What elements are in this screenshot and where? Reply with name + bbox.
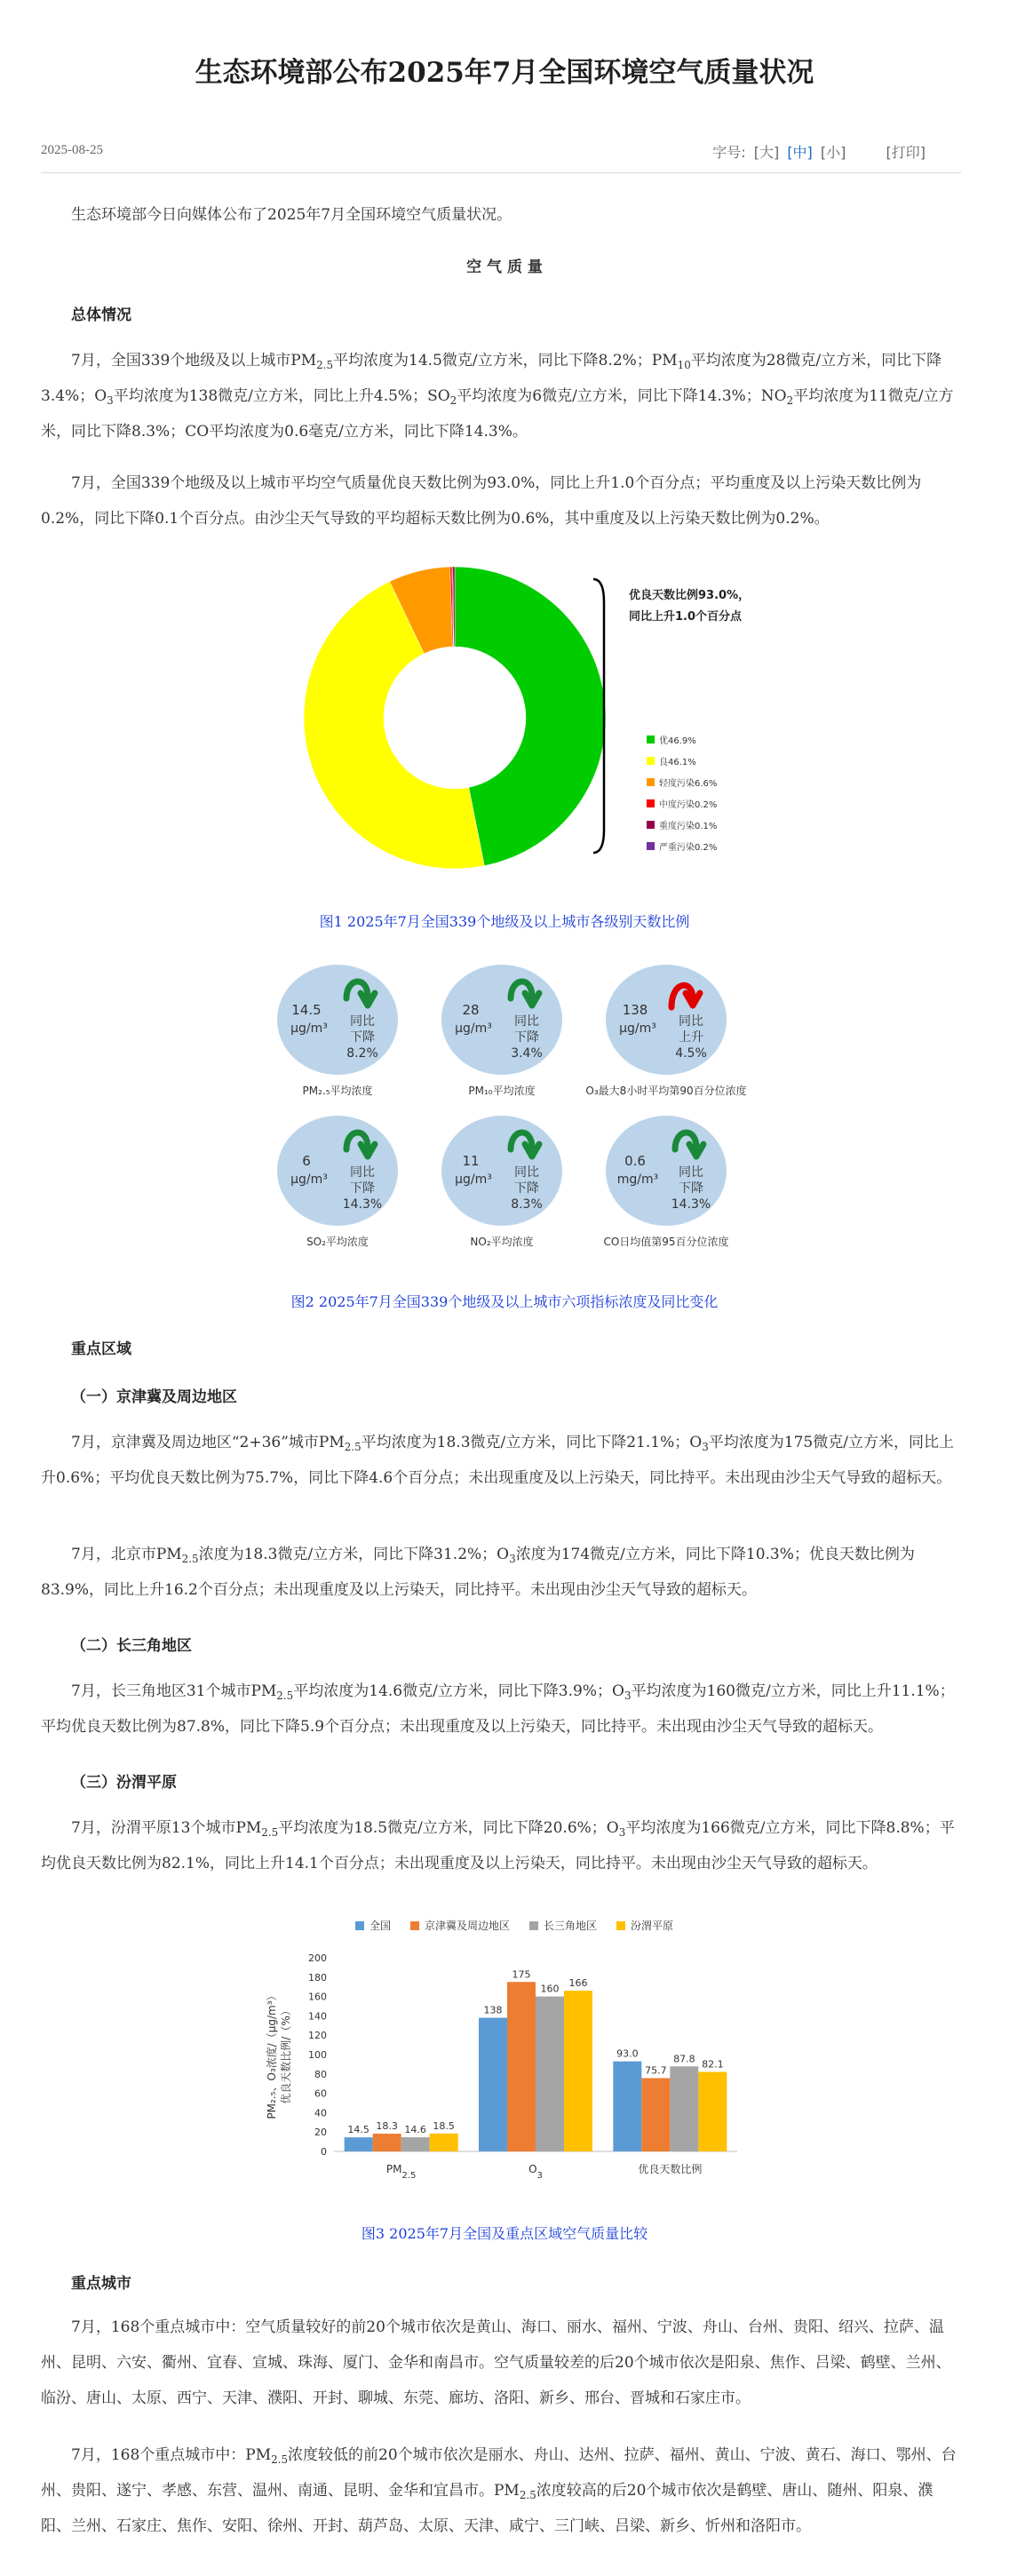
indicator-bubble [277, 1116, 398, 1248]
region3-heading: （三）汾渭平原 [71, 1774, 177, 1792]
y-axis-label: 优良天数比例/（%） [280, 2005, 292, 2104]
figure1-caption: 图1 2025年7月全国339个地级及以上城市各级别天数比例 [319, 913, 690, 930]
indicator-unit: μg/m³ [290, 1173, 328, 1187]
y-tick-label: 140 [308, 2010, 327, 2023]
figure2-caption: 图2 2025年7月全国339个地级及以上城市六项指标浓度及同比变化 [290, 1293, 719, 1310]
bar-value-label: 82.1 [702, 2058, 724, 2071]
bar [430, 2134, 458, 2151]
figure3-caption: 图3 2025年7月全国及重点区域空气质量比较 [361, 2225, 648, 2242]
indicator-change-percent: 8.3% [511, 1197, 543, 1212]
bar [507, 1982, 536, 2151]
bar [698, 2072, 727, 2151]
indicator-label: PM₂.₅平均浓度 [302, 1085, 373, 1097]
indicator-label: PM₁₀平均浓度 [468, 1085, 536, 1097]
bubble-circle [277, 965, 398, 1075]
x-category-label: $O_3$ [528, 2163, 543, 2181]
region3-paragraph-1: 7月，汾渭平原13个城市$PM_{2.5}$平均浓度为18.5微克/立方米，同比下降20.6%；$O_3$平均浓度为166微克/立方米，同比下降8.8%；平均优良天数比例为82.1%，同比上升14.1个百分点；未出现重度及以上污染天，同比持平。未出现由沙尘天气导致的超标天。 [41, 1819, 955, 1872]
legend-label: 全国 [369, 1920, 392, 1932]
region2-paragraph-1: 7月，长三角地区31个城市$PM_{2.5}$平均浓度为14.6微克/立方米，同比下降3.9%；$O_3$平均浓度为160微克/立方米，同比上升11.1%；平均优良天数比例为87.8%，同比下降5.9个百分点；未出现重度及以上污染天，同比持平。未出现由沙尘天气导致的超标天。 [41, 1682, 955, 1736]
legend-swatch [647, 735, 655, 743]
legend-label: 汾渭平原 [631, 1920, 674, 1932]
y-tick-label: 0 [321, 2146, 327, 2158]
figure3-bar-chart [258, 1910, 773, 2203]
section-title: 空 气 质 量 [466, 258, 543, 276]
indicator-change-label: 下降 [514, 1030, 539, 1045]
bar [564, 1991, 592, 2151]
page-title: 生态环境部公布2025年7月全国环境空气质量状况 [195, 57, 814, 89]
x-category-label: $PM_{2.5}$ [385, 2163, 417, 2181]
indicator-change-label: 下降 [350, 1181, 375, 1196]
bar-value-label: 18.3 [376, 2120, 398, 2133]
indicator-change-label: 同比 [514, 1165, 539, 1180]
indicator-change-label: 上升 [679, 1030, 703, 1045]
print-button[interactable]: [打印] [886, 144, 926, 161]
y-tick-label: 160 [308, 1991, 327, 2003]
indicator-bubble [441, 965, 562, 1097]
indicator-bubble [277, 965, 398, 1097]
bar [641, 2078, 670, 2151]
indicator-value: 6 [302, 1153, 311, 1169]
legend-swatch [647, 821, 655, 829]
y-tick-label: 20 [314, 2127, 327, 2139]
legend-label: 优46.9% [659, 736, 696, 746]
bar [401, 2137, 430, 2151]
indicator-unit: μg/m³ [290, 1022, 328, 1036]
bar [479, 2018, 507, 2151]
bar [613, 2062, 641, 2151]
bar [345, 2137, 373, 2151]
legend-label: 长三角地区 [544, 1920, 598, 1932]
indicator-change-percent: 14.3% [342, 1197, 383, 1212]
region1-paragraph-2: 7月，北京市$PM_{2.5}$浓度为18.3微克/立方米，同比下降31.2%；$O_3$浓度为174微克/立方米，同比下降10.3%；优良天数比例为83.9%，同比上升16.2个百分点；未出现重度及以上污染天，同比持平。未出现由沙尘天气导致的超标天。 [41, 1546, 915, 1599]
indicator-change-label: 同比 [350, 1014, 375, 1029]
bar-value-label: 166 [568, 1977, 588, 1990]
bar-value-label: 14.5 [347, 2124, 369, 2136]
intro-paragraph: 生态环境部今日向媒体公布了2025年7月全国环境空气质量状况。 [71, 206, 512, 224]
region1-heading: （一）京津冀及周边地区 [71, 1388, 237, 1406]
figure2-indicator-panel [258, 958, 755, 1251]
indicator-change-label: 下降 [350, 1030, 375, 1045]
font-medium-button[interactable]: [中] [787, 144, 813, 161]
legend-swatch [647, 778, 655, 786]
y-tick-label: 100 [308, 2049, 327, 2061]
y-tick-label: 60 [314, 2087, 327, 2100]
indicator-unit: mg/m³ [616, 1173, 659, 1187]
y-tick-label: 200 [308, 1952, 327, 1964]
meta-bar [41, 138, 961, 173]
regions-heading: 重点区域 [71, 1340, 131, 1358]
bar-value-label: 87.8 [673, 2053, 695, 2065]
indicator-unit: μg/m³ [455, 1173, 492, 1187]
indicator-value: 11 [462, 1153, 480, 1169]
bubble-circle [441, 965, 562, 1075]
indicator-change-label: 下降 [514, 1181, 539, 1196]
overall-heading: 总体情况 [71, 306, 131, 324]
legend-label: 重度污染0.1% [659, 822, 718, 831]
indicator-unit: μg/m³ [455, 1022, 492, 1036]
y-tick-label: 120 [308, 2030, 327, 2042]
publish-date: 2025-08-25 [41, 143, 103, 157]
legend-label: 京津冀及周边地区 [425, 1920, 511, 1932]
indicator-change-percent: 8.2% [346, 1046, 378, 1061]
figure1-donut-chart [266, 549, 764, 878]
font-large-button[interactable]: [大] [753, 144, 780, 161]
font-size-label: 字号: [712, 144, 746, 161]
indicator-label: CO日均值第95百分位浓度 [603, 1236, 729, 1248]
indicator-change-percent: 4.5% [675, 1046, 707, 1061]
indicator-value: 28 [462, 1002, 480, 1018]
indicator-label: NO₂平均浓度 [470, 1236, 534, 1248]
region1-paragraph-1: 7月，京津冀及周边地区“2+36”城市$PM_{2.5}$平均浓度为18.3微克/立方米，同比下降21.1%；$O_3$平均浓度为175微克/立方米，同比上升0.6%；平均优良天数比例为75.7%，同比下降4.6个百分点；未出现重度及以上污染天，同比持平。未出现由沙尘天气导致的超标天。 [41, 1434, 954, 1487]
y-tick-label: 40 [314, 2107, 327, 2119]
bar-value-label: 75.7 [645, 2064, 667, 2077]
indicator-change-percent: 14.3% [671, 1197, 711, 1212]
legend-swatch [410, 1921, 419, 1930]
bar [670, 2066, 698, 2151]
indicator-change-label: 下降 [679, 1181, 703, 1196]
y-axis-label: PM₂.₅、O₃浓度/（μg/m³） [266, 1990, 278, 2119]
bar-value-label: 160 [540, 1983, 560, 1995]
indicator-change-percent: 3.4% [511, 1046, 543, 1061]
bar-value-label: 175 [512, 1968, 531, 1981]
font-size-controls [709, 141, 926, 162]
y-tick-label: 180 [308, 1971, 327, 1984]
indicator-value: 14.5 [291, 1002, 322, 1018]
cities-heading: 重点城市 [71, 2275, 131, 2293]
annotation-line-1: 优良天数比例93.0%， [629, 589, 751, 602]
bar [373, 2134, 401, 2151]
indicator-unit: μg/m³ [619, 1022, 656, 1036]
overall-paragraph-1: 7月，全国339个地级及以上城市$PM_{2.5}$平均浓度为14.5微克/立方米，同比下降8.2%；$PM_{10}$平均浓度为28微克/立方米，同比下降3.4%；$O_3$平均浓度为138微克/立方米，同比上升4.5%；$SO_2$平均浓度为6微克/立方米，同比下降14.3%；$NO_2$平均浓度为11微克/立方米，同比下降8.3%；CO平均浓度为0.6毫克/立方米，同比下降14.3%。 [41, 352, 954, 441]
bubble-circle [441, 1116, 562, 1226]
bar-value-label: 18.5 [433, 2119, 455, 2132]
cities-paragraph-1: 7月，168个重点城市中：空气质量较好的前20个城市依次是黄山、海口、丽水、福州、宁波、舟山、台州、贵阳、绍兴、拉萨、温州、昆明、六安、衢州、宜春、宣城、珠海、厦门、金华和南昌市。空气质量较差的后20个城市依次是阳泉、焦作、吕梁、鹤壁、兰州、临汾、唐山、太原、西宁、天津、濮阳、开封、聊城、东莞、廊坊、洛阳、新乡、邢台、晋城和石家庄市。 [41, 2318, 951, 2407]
legend-label: 轻度污染6.6% [659, 779, 718, 789]
legend-swatch [647, 757, 655, 765]
indicator-bubble [603, 1116, 728, 1248]
legend-label: 良46.1% [659, 758, 696, 767]
indicator-value: 138 [622, 1002, 648, 1018]
bar [536, 1997, 564, 2151]
donut-slice [455, 567, 606, 866]
indicator-bubble [585, 965, 746, 1097]
bubble-circle [606, 965, 727, 1075]
overall-paragraph-2: 7月，全国339个地级及以上城市平均空气质量优良天数比例为93.0%，同比上升1.0个百分点；平均重度及以上污染天数比例为0.2%，同比下降0.1个百分点。由沙尘天气导致的平均超标天数比例为0.6%，其中重度及以上污染天数比例为0.2%。 [41, 474, 922, 528]
bar-value-label: 14.6 [404, 2124, 426, 2136]
indicator-change-label: 同比 [514, 1014, 539, 1029]
y-tick-label: 80 [314, 2068, 327, 2080]
region2-heading: （二）长三角地区 [71, 1637, 192, 1655]
font-small-button[interactable]: [小] [820, 144, 846, 161]
indicator-label: SO₂平均浓度 [306, 1236, 369, 1248]
indicator-change-label: 同比 [350, 1165, 375, 1180]
legend-label: 严重污染0.2% [659, 843, 718, 853]
legend-swatch [616, 1921, 625, 1930]
bar-value-label: 93.0 [616, 2047, 639, 2060]
indicator-value: 0.6 [624, 1153, 646, 1169]
indicator-label: O₃最大8小时平均第90百分位浓度 [585, 1085, 747, 1097]
legend-swatch [355, 1921, 364, 1930]
cities-paragraph-2: 7月，168个重点城市中：$PM_{2.5}$浓度较低的前20个城市依次是丽水、舟山、达州、拉萨、福州、黄山、宁波、黄石、海口、鄂州、台州、贵阳、遂宁、孝感、东营、温州、南通、昆明、金华和宜昌市。$PM_{2.5}$浓度较高的后20个城市依次是鹤壁、唐山、随州、阳泉、濮阳、兰州、石家庄、焦作、安阳、徐州、开封、葫芦岛、太原、天津、咸宁、三门峡、吕梁、新乡、忻州和洛阳市。 [41, 2446, 957, 2535]
legend-swatch [647, 799, 655, 807]
legend-swatch [647, 842, 655, 850]
x-category-label: 优良天数比例 [638, 2163, 703, 2175]
legend-label: 中度污染0.2% [659, 800, 718, 810]
annotation-line-2: 同比上升1.0个百分点 [629, 610, 743, 624]
indicator-change-label: 同比 [679, 1014, 703, 1029]
indicator-change-label: 同比 [679, 1165, 703, 1180]
bar-value-label: 138 [483, 2004, 503, 2016]
indicator-bubble [441, 1116, 562, 1248]
legend-swatch [529, 1921, 538, 1930]
